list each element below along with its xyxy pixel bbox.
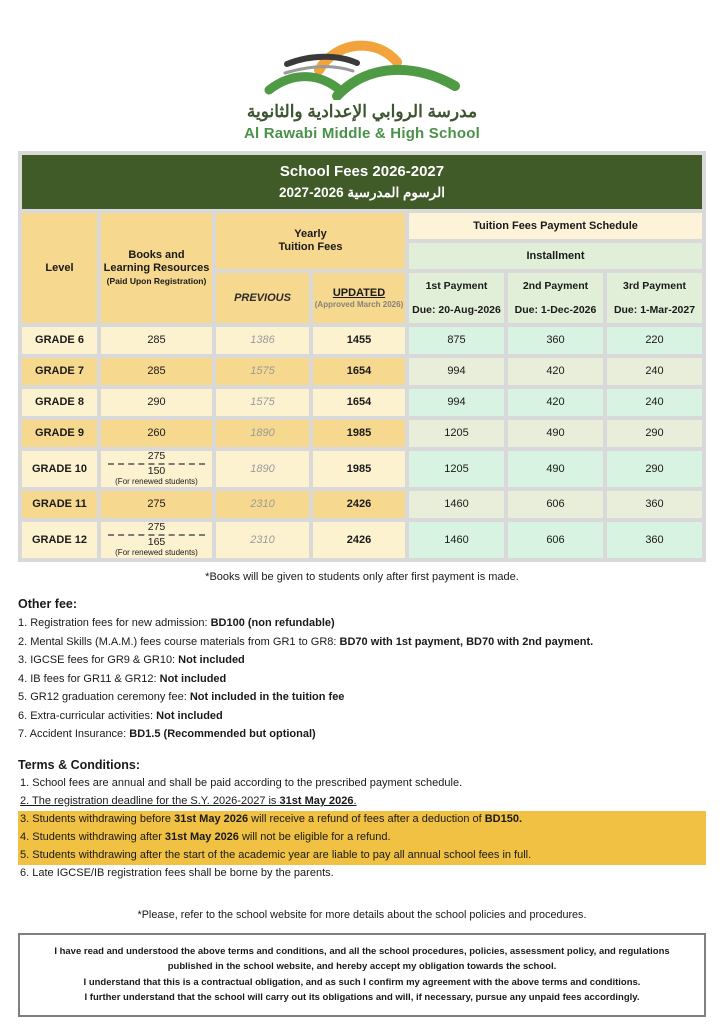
payment-3-cell: 240	[607, 389, 702, 416]
emphasis-text: BD150.	[484, 813, 523, 825]
payment-2-due: Due: 1-Dec-2026	[514, 303, 597, 316]
level-column-header: Level	[22, 213, 97, 323]
emphasis-text: 31st May 2026	[279, 795, 354, 807]
books-column-header	[101, 213, 212, 323]
emphasis-text: BD1.5 (Recommended but optional)	[129, 728, 316, 740]
right-hill-icon	[337, 70, 455, 96]
payment-2-cell: 420	[508, 358, 603, 385]
plain-text: will not be eligible for a refund.	[238, 831, 391, 843]
plain-text: 5. GR12 graduation ceremony fee:	[18, 691, 190, 703]
agreement-line: I further understand that the school will carry out its obligations and will, if necessary, pursue any unpaid fees accordingly.	[84, 992, 640, 1003]
installment-header: Installment	[409, 243, 702, 269]
updated-fee-cell: 2426	[313, 522, 405, 558]
plain-text: 3. Students withdrawing before	[20, 813, 175, 825]
payment-3-cell: 290	[607, 451, 702, 487]
payment-1-header	[409, 273, 504, 323]
payment-1-cell: 1460	[409, 522, 504, 558]
updated-fee-cell: 2426	[313, 491, 405, 518]
fee-item	[18, 707, 706, 726]
previous-column-header: PREVIOUS	[216, 273, 309, 323]
previous-fee-cell: 1890	[216, 420, 309, 447]
payment-2-cell: 606	[508, 491, 603, 518]
plain-text: will receive a refund of fees after a deduction of	[248, 813, 485, 825]
books-fee-cell: 285	[101, 358, 212, 385]
title-bar	[22, 155, 702, 209]
payment-1-cell: 994	[409, 389, 504, 416]
payment-2-cell: 420	[508, 389, 603, 416]
previous-fee-cell: 1575	[216, 389, 309, 416]
payment-3-label: 3rd Payment	[622, 280, 687, 292]
books-header-line1: Books and	[128, 249, 185, 262]
payment-3-cell: 240	[607, 358, 702, 385]
books-header-line2: Learning Resources	[103, 262, 210, 275]
fee-item	[18, 670, 706, 689]
fee-item	[18, 651, 706, 670]
payment-3-cell: 360	[607, 491, 702, 518]
updated-fee-cell: 1985	[313, 451, 405, 487]
emphasis-text: BD100 (non refundable)	[210, 617, 335, 629]
school-logo	[18, 0, 706, 142]
agreement-line: I have read and understood the above terms and conditions, and all the school procedures, policies, assessment policy, and regulations	[54, 945, 670, 957]
fees-table	[18, 151, 706, 562]
payment-1-label: 1st Payment	[425, 280, 488, 292]
other-fee-list	[18, 614, 706, 744]
payment-2-cell: 490	[508, 420, 603, 447]
agreement-line: published in the school website, and hereby accept my obligation towards the school.	[167, 961, 557, 972]
term-item	[18, 829, 706, 847]
plain-text: 6. Extra-curricular activities:	[18, 709, 157, 722]
agreement-box	[18, 933, 706, 1017]
previous-fee-cell: 2310	[216, 491, 309, 518]
emphasis-text: BD70 with 1st payment, BD70 with 2nd payment.	[339, 635, 594, 648]
grade-label-cell: GRADE 6	[22, 327, 97, 354]
books-header-note: (Paid Upon Registration)	[106, 275, 207, 286]
grade-label-cell: GRADE 8	[22, 389, 97, 416]
plain-text: 1. School fees are annual and shall be paid according to the prescribed payment schedule.	[20, 777, 463, 789]
yearly-header-line2: Tuition Fees	[278, 241, 343, 253]
books-footnote: *Books will be given to students only after first payment is made.	[205, 571, 519, 583]
term-item	[18, 847, 706, 865]
updated-header-label: UPDATED	[332, 286, 386, 299]
plain-text: 2. The registration deadline for the S.Y. 2026-2027 is	[20, 795, 280, 807]
grade-label-cell: GRADE 11	[22, 491, 97, 518]
updated-fee-cell: 1654	[313, 389, 405, 416]
title-arabic: الرسوم المدرسية 2026-2027	[279, 185, 445, 201]
payment-1-cell: 1460	[409, 491, 504, 518]
payment-1-cell: 875	[409, 327, 504, 354]
grade-label-cell: GRADE 10	[22, 451, 97, 487]
payment-3-cell: 220	[607, 327, 702, 354]
plain-text: .	[353, 795, 357, 807]
payment-2-label: 2nd Payment	[522, 280, 589, 292]
updated-approved-note: (Approved March 2026)	[314, 300, 404, 310]
plain-text: 6. Late IGCSE/IB registration fees shall be borne by the parents.	[20, 867, 334, 879]
terms-heading: Terms & Conditions:	[18, 757, 140, 772]
books-split-fee: 275 165 (For renewed students)	[101, 522, 212, 557]
payment-2-cell: 490	[508, 451, 603, 487]
school-name-arabic: مدرسة الروابي الإعدادية والثانوية	[246, 102, 478, 121]
plain-text: 4. IB fees for GR11 & GR12:	[18, 672, 160, 685]
term-item	[18, 811, 706, 829]
payment-2-cell: 360	[508, 327, 603, 354]
payment-schedule-header: Tuition Fees Payment Schedule	[409, 213, 702, 239]
plain-text: 7. Accident Insurance:	[18, 728, 130, 740]
grade-label-cell: GRADE 12	[22, 522, 97, 558]
previous-fee-cell: 1575	[216, 358, 309, 385]
previous-fee-cell: 2310	[216, 522, 309, 558]
books-fee-cell	[101, 451, 212, 487]
emphasis-text: Not included in the tuition fee	[189, 691, 345, 703]
website-note: *Please, refer to the school website for more details about the school policies and procedures.	[137, 908, 587, 921]
plain-text: 5. Students withdrawing after the start of the academic year are liable to pay all annual school fees in full.	[20, 849, 532, 861]
previous-fee-cell: 1890	[216, 451, 309, 487]
books-fee-cell	[101, 522, 212, 558]
emphasis-text: 31st May 2026	[174, 813, 249, 825]
fee-item	[18, 688, 706, 707]
books-fee-cell: 290	[101, 389, 212, 416]
school-name-english: Al Rawabi Middle & High School	[243, 125, 480, 142]
books-split-fee: 275 150 (For renewed students)	[101, 451, 212, 486]
school-logo-icon	[257, 28, 467, 100]
payment-3-cell: 290	[607, 420, 702, 447]
payment-3-cell: 360	[607, 522, 702, 558]
emphasis-text: Not included	[178, 654, 245, 666]
previous-fee-cell: 1386	[216, 327, 309, 354]
updated-column-header	[313, 273, 405, 323]
terms-list	[18, 775, 706, 883]
payment-3-header	[607, 273, 702, 323]
payment-2-cell: 606	[508, 522, 603, 558]
plain-text: 1. Registration fees for new admission:	[18, 617, 211, 629]
plain-text: 3. IGCSE fees for GR9 & GR10:	[18, 654, 179, 666]
fee-item	[18, 633, 706, 652]
plain-text: 2. Mental Skills (M.A.M.) fees course materials from GR1 to GR8:	[18, 635, 340, 648]
updated-fee-cell: 1985	[313, 420, 405, 447]
other-fee-heading: Other fee:	[18, 597, 78, 611]
payment-1-due: Due: 20-Aug-2026	[412, 303, 501, 316]
books-fee-cell: 285	[101, 327, 212, 354]
fee-item	[18, 614, 706, 633]
term-item	[18, 775, 706, 793]
emphasis-text: 31st May 2026	[164, 831, 239, 843]
updated-fee-cell: 1455	[313, 327, 405, 354]
term-item	[18, 793, 706, 811]
books-fee-cell: 275	[101, 491, 212, 518]
payment-3-due: Due: 1-Mar-2027	[613, 303, 696, 316]
plain-text: 4. Students withdrawing after	[20, 831, 165, 843]
grade-label-cell: GRADE 9	[22, 420, 97, 447]
term-item	[18, 865, 706, 883]
payment-1-cell: 994	[409, 358, 504, 385]
agreement-line: I understand that this is a contractual obligation, and as such I confirm my agreement with the above terms and conditions.	[83, 976, 641, 988]
left-hill-icon	[269, 77, 341, 91]
grade-label-cell: GRADE 7	[22, 358, 97, 385]
yearly-header-line1: Yearly	[294, 228, 327, 241]
emphasis-text: Not included	[156, 709, 223, 722]
yearly-tuition-header	[216, 213, 405, 269]
updated-fee-cell: 1654	[313, 358, 405, 385]
payment-2-header	[508, 273, 603, 323]
fee-item	[18, 725, 706, 744]
books-fee-cell: 260	[101, 420, 212, 447]
title-english: School Fees 2026-2027	[279, 163, 445, 181]
emphasis-text: Not included	[159, 672, 227, 685]
payment-1-cell: 1205	[409, 451, 504, 487]
payment-1-cell: 1205	[409, 420, 504, 447]
